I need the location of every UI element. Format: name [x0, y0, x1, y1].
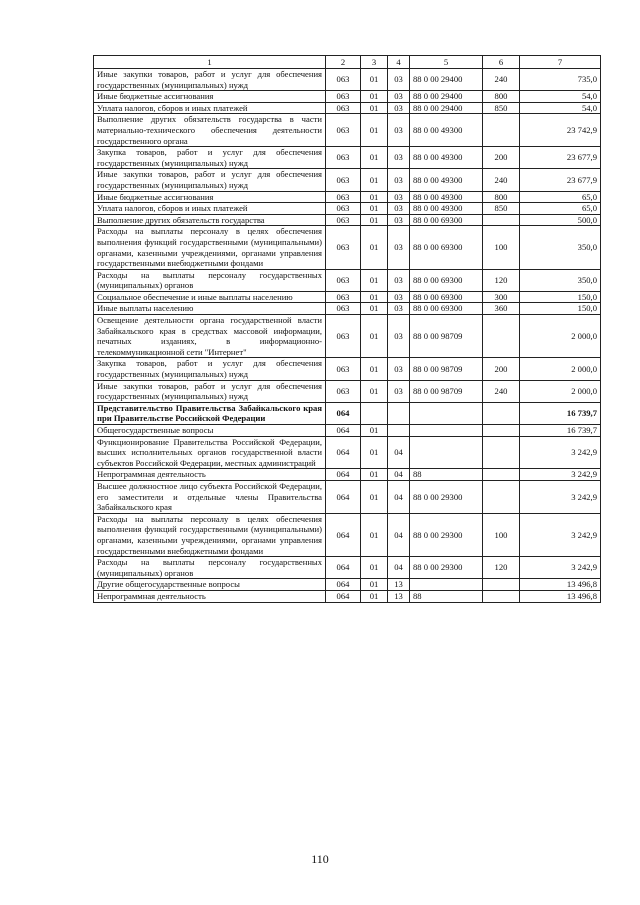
row-name-cell: Иные закупки товаров, работ и услуг для обеспечения государственных (муниципальных) нужд [94, 169, 326, 191]
amount-cell: 3 242,9 [520, 469, 601, 481]
table-row [94, 579, 601, 591]
subsection-code-cell: 03 [388, 358, 410, 380]
target-article-cell: 88 [410, 469, 483, 481]
expense-type-cell [483, 579, 520, 591]
target-article-cell: 88 0 00 49300 [410, 191, 483, 203]
row-name-cell: Выполнение других обязательств государства в части материально-технического обеспечения деятельности государственного органа [94, 114, 326, 147]
target-article-cell: 88 0 00 29300 [410, 557, 483, 579]
target-article-cell: 88 0 00 29400 [410, 91, 483, 103]
target-article-cell: 88 0 00 49300 [410, 114, 483, 147]
ministry-code-cell: 064 [326, 590, 361, 602]
ministry-code-cell: 063 [326, 226, 361, 269]
section-code-cell: 01 [361, 469, 388, 481]
amount-cell: 150,0 [520, 303, 601, 315]
subsection-code-cell: 04 [388, 480, 410, 513]
subsection-code-cell: 03 [388, 214, 410, 226]
row-name-cell: Закупка товаров, работ и услуг для обеспечения государственных (муниципальных) нужд [94, 358, 326, 380]
ministry-code-cell: 063 [326, 214, 361, 226]
ministry-code-cell: 064 [326, 513, 361, 556]
ministry-code-cell: 064 [326, 402, 361, 424]
amount-cell: 13 496,8 [520, 590, 601, 602]
table-row [94, 358, 601, 380]
target-article-cell: 88 0 00 29300 [410, 513, 483, 556]
amount-cell: 65,0 [520, 203, 601, 215]
target-article-cell: 88 0 00 69300 [410, 303, 483, 315]
expense-type-cell [483, 480, 520, 513]
section-code-cell: 01 [361, 480, 388, 513]
expense-type-cell: 240 [483, 380, 520, 402]
amount-cell: 16 739,7 [520, 425, 601, 437]
target-article-cell: 88 0 00 29300 [410, 480, 483, 513]
expense-type-cell [483, 114, 520, 147]
row-name-cell: Высшее должностное лицо субъекта Российской Федерации, его заместители и отдельные члены Правительства Забайкальского края [94, 480, 326, 513]
row-name-cell: Освещение деятельности органа государственной власти Забайкальского края в средствах массовой информации, печатных изданиях, в информационно-телекоммуникационной сети "Интернет" [94, 315, 326, 358]
table-row [94, 380, 601, 402]
row-name-cell: Закупка товаров, работ и услуг для обеспечения государственных (муниципальных) нужд [94, 147, 326, 169]
subsection-code-cell [388, 425, 410, 437]
section-code-cell: 01 [361, 579, 388, 591]
expense-type-cell: 300 [483, 291, 520, 303]
expense-type-cell: 800 [483, 91, 520, 103]
ministry-code-cell: 064 [326, 469, 361, 481]
subsection-code-cell: 13 [388, 579, 410, 591]
target-article-cell: 88 0 00 49300 [410, 169, 483, 191]
section-code-cell: 01 [361, 557, 388, 579]
subsection-code-cell: 04 [388, 436, 410, 469]
target-article-cell: 88 0 00 69300 [410, 226, 483, 269]
section-code-cell: 01 [361, 315, 388, 358]
column-header-3: 3 [361, 56, 388, 69]
target-article-cell [410, 579, 483, 591]
ministry-code-cell: 063 [326, 269, 361, 291]
subsection-code-cell: 03 [388, 69, 410, 91]
target-article-cell: 88 0 00 49300 [410, 147, 483, 169]
column-header-2: 2 [326, 56, 361, 69]
ministry-code-cell: 063 [326, 380, 361, 402]
subsection-code-cell: 03 [388, 315, 410, 358]
amount-cell: 54,0 [520, 91, 601, 103]
row-name-cell: Уплата налогов, сборов и иных платежей [94, 102, 326, 114]
expense-type-cell [483, 425, 520, 437]
expense-type-cell: 100 [483, 226, 520, 269]
ministry-code-cell: 063 [326, 169, 361, 191]
subsection-code-cell: 03 [388, 191, 410, 203]
table-row [94, 425, 601, 437]
table-row [94, 402, 601, 424]
amount-cell: 65,0 [520, 191, 601, 203]
subsection-code-cell: 04 [388, 513, 410, 556]
subsection-code-cell: 03 [388, 147, 410, 169]
subsection-code-cell: 04 [388, 469, 410, 481]
section-code-cell: 01 [361, 303, 388, 315]
target-article-cell [410, 425, 483, 437]
table-row [94, 91, 601, 103]
ministry-code-cell: 063 [326, 358, 361, 380]
ministry-code-cell: 063 [326, 69, 361, 91]
target-article-cell [410, 436, 483, 469]
row-name-cell: Непрограммная деятельность [94, 469, 326, 481]
row-name-cell: Уплата налогов, сборов и иных платежей [94, 203, 326, 215]
table-row [94, 557, 601, 579]
column-header-1: 1 [94, 56, 326, 69]
subsection-code-cell: 03 [388, 380, 410, 402]
section-code-cell [361, 402, 388, 424]
table-row [94, 480, 601, 513]
ministry-code-cell: 063 [326, 315, 361, 358]
expense-type-cell [483, 590, 520, 602]
expense-type-cell [483, 214, 520, 226]
section-code-cell: 01 [361, 191, 388, 203]
section-code-cell: 01 [361, 102, 388, 114]
table-row [94, 269, 601, 291]
row-name-cell: Расходы на выплаты персоналу в целях обеспечения выполнения функций государственными (муниципальными) органами, казенными учреждениями, органами управления государственными внебюджетными фондами [94, 226, 326, 269]
table-row [94, 214, 601, 226]
expense-type-cell [483, 315, 520, 358]
subsection-code-cell: 04 [388, 557, 410, 579]
subsection-code-cell: 03 [388, 102, 410, 114]
row-name-cell: Общегосударственные вопросы [94, 425, 326, 437]
column-header-6: 6 [483, 56, 520, 69]
amount-cell: 2 000,0 [520, 315, 601, 358]
section-code-cell: 01 [361, 291, 388, 303]
subsection-code-cell: 03 [388, 203, 410, 215]
table-row [94, 469, 601, 481]
amount-cell: 54,0 [520, 102, 601, 114]
expense-type-cell [483, 436, 520, 469]
expense-type-cell [483, 402, 520, 424]
target-article-cell: 88 0 00 69300 [410, 214, 483, 226]
ministry-code-cell: 063 [326, 291, 361, 303]
expense-type-cell: 100 [483, 513, 520, 556]
table-row [94, 291, 601, 303]
table-row [94, 590, 601, 602]
row-name-cell: Иные бюджетные ассигнования [94, 191, 326, 203]
ministry-code-cell: 064 [326, 480, 361, 513]
section-code-cell: 01 [361, 380, 388, 402]
section-code-cell: 01 [361, 147, 388, 169]
ministry-code-cell: 063 [326, 203, 361, 215]
expense-type-cell: 240 [483, 169, 520, 191]
amount-cell: 3 242,9 [520, 557, 601, 579]
row-name-cell: Другие общегосударственные вопросы [94, 579, 326, 591]
expense-type-cell: 120 [483, 557, 520, 579]
subsection-code-cell: 13 [388, 590, 410, 602]
target-article-cell: 88 0 00 29400 [410, 102, 483, 114]
amount-cell: 13 496,8 [520, 579, 601, 591]
section-code-cell: 01 [361, 590, 388, 602]
table-row [94, 303, 601, 315]
target-article-cell [410, 402, 483, 424]
table-row [94, 69, 601, 91]
amount-cell: 3 242,9 [520, 513, 601, 556]
ministry-code-cell: 064 [326, 579, 361, 591]
target-article-cell: 88 0 00 49300 [410, 203, 483, 215]
amount-cell: 3 242,9 [520, 480, 601, 513]
row-name-cell: Функционирование Правительства Российской Федерации, высших исполнительных органов государственной власти субъектов Российской Федерации, местных администраций [94, 436, 326, 469]
row-name-cell: Иные закупки товаров, работ и услуг для обеспечения государственных (муниципальных) нужд [94, 69, 326, 91]
expense-type-cell [483, 469, 520, 481]
expense-type-cell: 200 [483, 358, 520, 380]
amount-cell: 150,0 [520, 291, 601, 303]
row-name-cell: Расходы на выплаты персоналу государственных (муниципальных) органов [94, 269, 326, 291]
table-row [94, 114, 601, 147]
ministry-code-cell: 063 [326, 114, 361, 147]
row-name-cell: Выполнение других обязательств государства [94, 214, 326, 226]
column-header-4: 4 [388, 56, 410, 69]
target-article-cell: 88 [410, 590, 483, 602]
amount-cell: 16 739,7 [520, 402, 601, 424]
amount-cell: 2 000,0 [520, 358, 601, 380]
subsection-code-cell [388, 402, 410, 424]
row-name-cell: Социальное обеспечение и иные выплаты населению [94, 291, 326, 303]
section-code-cell: 01 [361, 226, 388, 269]
table-row [94, 147, 601, 169]
subsection-code-cell: 03 [388, 91, 410, 103]
table-row [94, 436, 601, 469]
expense-type-cell: 850 [483, 102, 520, 114]
row-name-cell: Представительство Правительства Забайкальского края при Правительстве Российской Федерации [94, 402, 326, 424]
row-name-cell: Расходы на выплаты персоналу в целях обеспечения выполнения функций государственными (муниципальными) органами, казенными учреждениями, органами управления государственными внебюджетными фондами [94, 513, 326, 556]
row-name-cell: Расходы на выплаты персоналу государственных (муниципальных) органов [94, 557, 326, 579]
row-name-cell: Иные закупки товаров, работ и услуг для обеспечения государственных (муниципальных) нужд [94, 380, 326, 402]
target-article-cell: 88 0 00 98709 [410, 380, 483, 402]
amount-cell: 23 677,9 [520, 147, 601, 169]
page-number: 110 [311, 852, 329, 866]
target-article-cell: 88 0 00 69300 [410, 269, 483, 291]
table-row [94, 513, 601, 556]
ministry-code-cell: 063 [326, 303, 361, 315]
table-row [94, 191, 601, 203]
row-name-cell: Иные бюджетные ассигнования [94, 91, 326, 103]
amount-cell: 23 677,9 [520, 169, 601, 191]
column-header-5: 5 [410, 56, 483, 69]
expense-type-cell: 200 [483, 147, 520, 169]
section-code-cell: 01 [361, 203, 388, 215]
table-row [94, 315, 601, 358]
section-code-cell: 01 [361, 114, 388, 147]
subsection-code-cell: 03 [388, 114, 410, 147]
section-code-cell: 01 [361, 436, 388, 469]
table-row [94, 102, 601, 114]
amount-cell: 23 742,9 [520, 114, 601, 147]
table-row [94, 226, 601, 269]
section-code-cell: 01 [361, 358, 388, 380]
expense-type-cell: 120 [483, 269, 520, 291]
target-article-cell: 88 0 00 98709 [410, 358, 483, 380]
ministry-code-cell: 064 [326, 425, 361, 437]
table-header-row [94, 56, 601, 69]
table-row [94, 169, 601, 191]
row-name-cell: Непрограммная деятельность [94, 590, 326, 602]
subsection-code-cell: 03 [388, 269, 410, 291]
ministry-code-cell: 063 [326, 91, 361, 103]
ministry-code-cell: 063 [326, 191, 361, 203]
section-code-cell: 01 [361, 69, 388, 91]
target-article-cell: 88 0 00 98709 [410, 315, 483, 358]
section-code-cell: 01 [361, 513, 388, 556]
target-article-cell: 88 0 00 29400 [410, 69, 483, 91]
section-code-cell: 01 [361, 214, 388, 226]
ministry-code-cell: 064 [326, 557, 361, 579]
amount-cell: 735,0 [520, 69, 601, 91]
subsection-code-cell: 03 [388, 226, 410, 269]
expense-type-cell: 360 [483, 303, 520, 315]
ministry-code-cell: 063 [326, 102, 361, 114]
budget-table [93, 55, 601, 603]
amount-cell: 2 000,0 [520, 380, 601, 402]
table-row [94, 203, 601, 215]
section-code-cell: 01 [361, 169, 388, 191]
subsection-code-cell: 03 [388, 303, 410, 315]
ministry-code-cell: 064 [326, 436, 361, 469]
table-body [94, 69, 601, 603]
subsection-code-cell: 03 [388, 169, 410, 191]
amount-cell: 350,0 [520, 226, 601, 269]
section-code-cell: 01 [361, 91, 388, 103]
expense-type-cell: 800 [483, 191, 520, 203]
amount-cell: 500,0 [520, 214, 601, 226]
subsection-code-cell: 03 [388, 291, 410, 303]
section-code-cell: 01 [361, 425, 388, 437]
section-code-cell: 01 [361, 269, 388, 291]
column-header-7: 7 [520, 56, 601, 69]
expense-type-cell: 850 [483, 203, 520, 215]
amount-cell: 350,0 [520, 269, 601, 291]
expense-type-cell: 240 [483, 69, 520, 91]
ministry-code-cell: 063 [326, 147, 361, 169]
amount-cell: 3 242,9 [520, 436, 601, 469]
target-article-cell: 88 0 00 69300 [410, 291, 483, 303]
row-name-cell: Иные выплаты населению [94, 303, 326, 315]
